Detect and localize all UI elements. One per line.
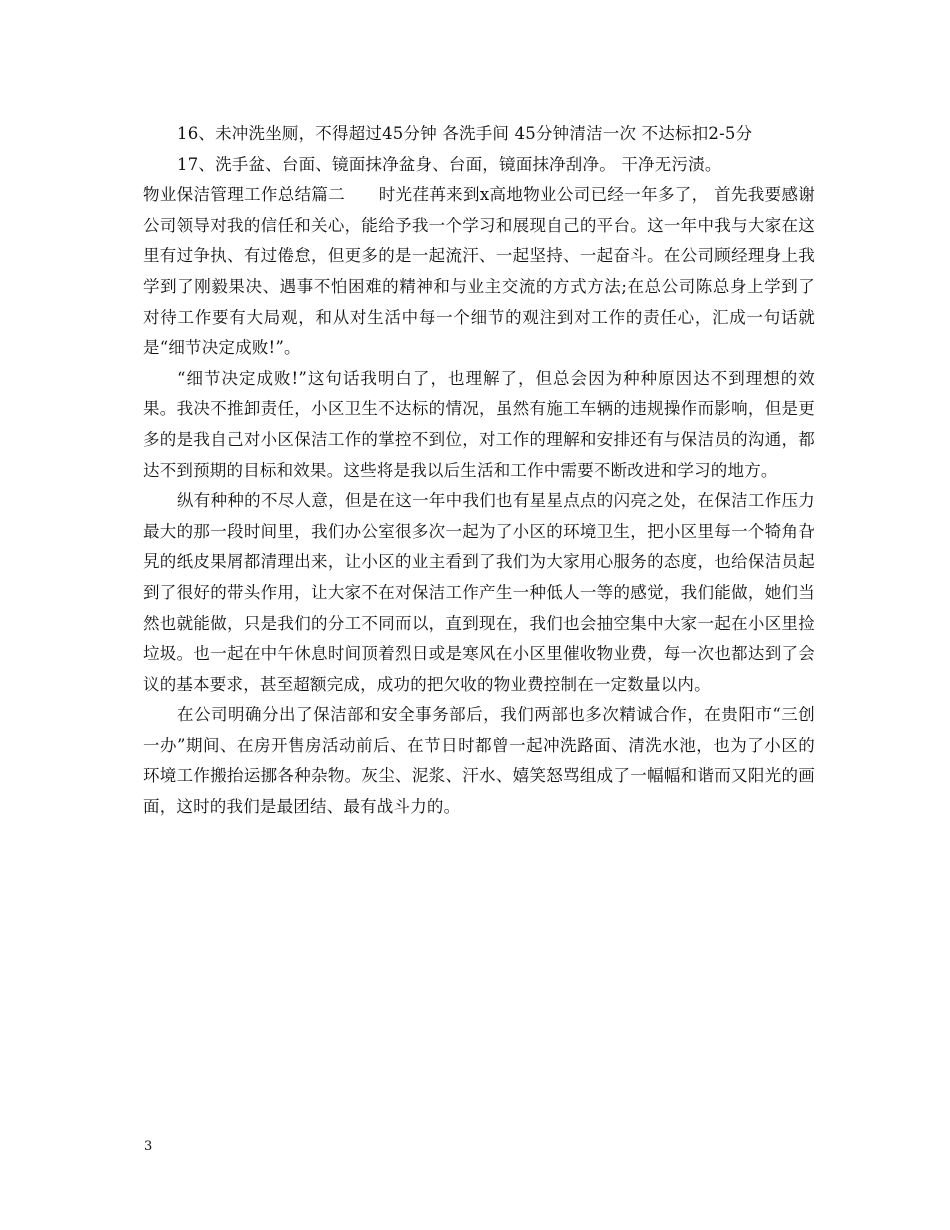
paragraph-item-17: 17、洗手盆、台面、镜面抹净盆身、台面，镜面抹净刮净。 干净无污渍。 bbox=[177, 154, 722, 174]
paragraph-item-16: 16、未冲洗坐厕，不得超过45分钟 各洗手间 45分钟清洁一次 不达标扣2-5分 bbox=[177, 124, 753, 143]
paragraph-cooperation: 在公司明确分出了保洁部和安全事务部后，我们两部也多次精诚合作，在贵阳市“三创一办”期间、在房开售房活动前后、在节日时都曾一起冲洗路面、清洗水池，也为了小区的环境工作搬抬运挪各种杂物。灰尘、泥浆、汗水、嬉笑怒骂组成了一幅幅和谐而又阳光的画面，这时的我们是最团结、最有战斗力的。 bbox=[143, 705, 815, 817]
paragraph-details-decide: “细节决定成败!”这句话我明白了，也理解了，但总会因为种种原因达不到理想的效果。我决不推卸责任，小区卫生不达标的情况，虽然有施工车辆的违规操作而影响，但是更多的是我自己对小区保洁工作的掌控不到位，对工作的理解和安排还有与保洁员的沟通，都达不到预期的目标和效果。这些将是我以后生活和工作中需要不断改进和学习的地方。 bbox=[143, 368, 815, 480]
paragraph-highlights: 纵有种种的不尽人意，但是在这一年中我们也有星星点点的闪亮之处，在保洁工作压力最大的那一段时间里，我们办公室很多次一起为了小区的环境卫生，把小区里每一个犄角旮旯的纸皮果屑都清理出来，让小区的业主看到了我们为大家用心服务的态度，也给保洁员起到了很好的带头作用，让大家不在对保洁工作产生一种低人一等的感觉，我们能做，她们当然也就能做，只是我们的分工不同而以，直到现在，我们也会抽空集中大家一起在小区里捡垃圾。也一起在中午休息时间顶着烈日或是寒风在小区里催收物业费，每一次也都达到了会议的基本要求，甚至超额完成，成功的把欠收的物业费控制在一定数量以内。 bbox=[143, 491, 815, 694]
page-number: 3 bbox=[144, 1139, 153, 1154]
paragraph-section-two-intro: 物业保洁管理工作总结篇二 时光荏苒来到x高地物业公司已经一年多了， 首先我要感谢公司领导对我的信任和关心，能给予我一个学习和展现自己的平台。这一年中我与大家在这里有过争执、有过倦怠，但更多的是一起流汗、一起坚持、一起奋斗。在公司顾经理身上我学到了刚毅果决、遇事不怕困难的精神和与业主交流的方式方法;在总公司陈总身上学到了对待工作要有大局观，和从对生活中每一个细节的观注到对工作的责任心，汇成一句话就是“细节决定成败!”。 bbox=[143, 185, 815, 358]
document-body bbox=[143, 119, 815, 823]
